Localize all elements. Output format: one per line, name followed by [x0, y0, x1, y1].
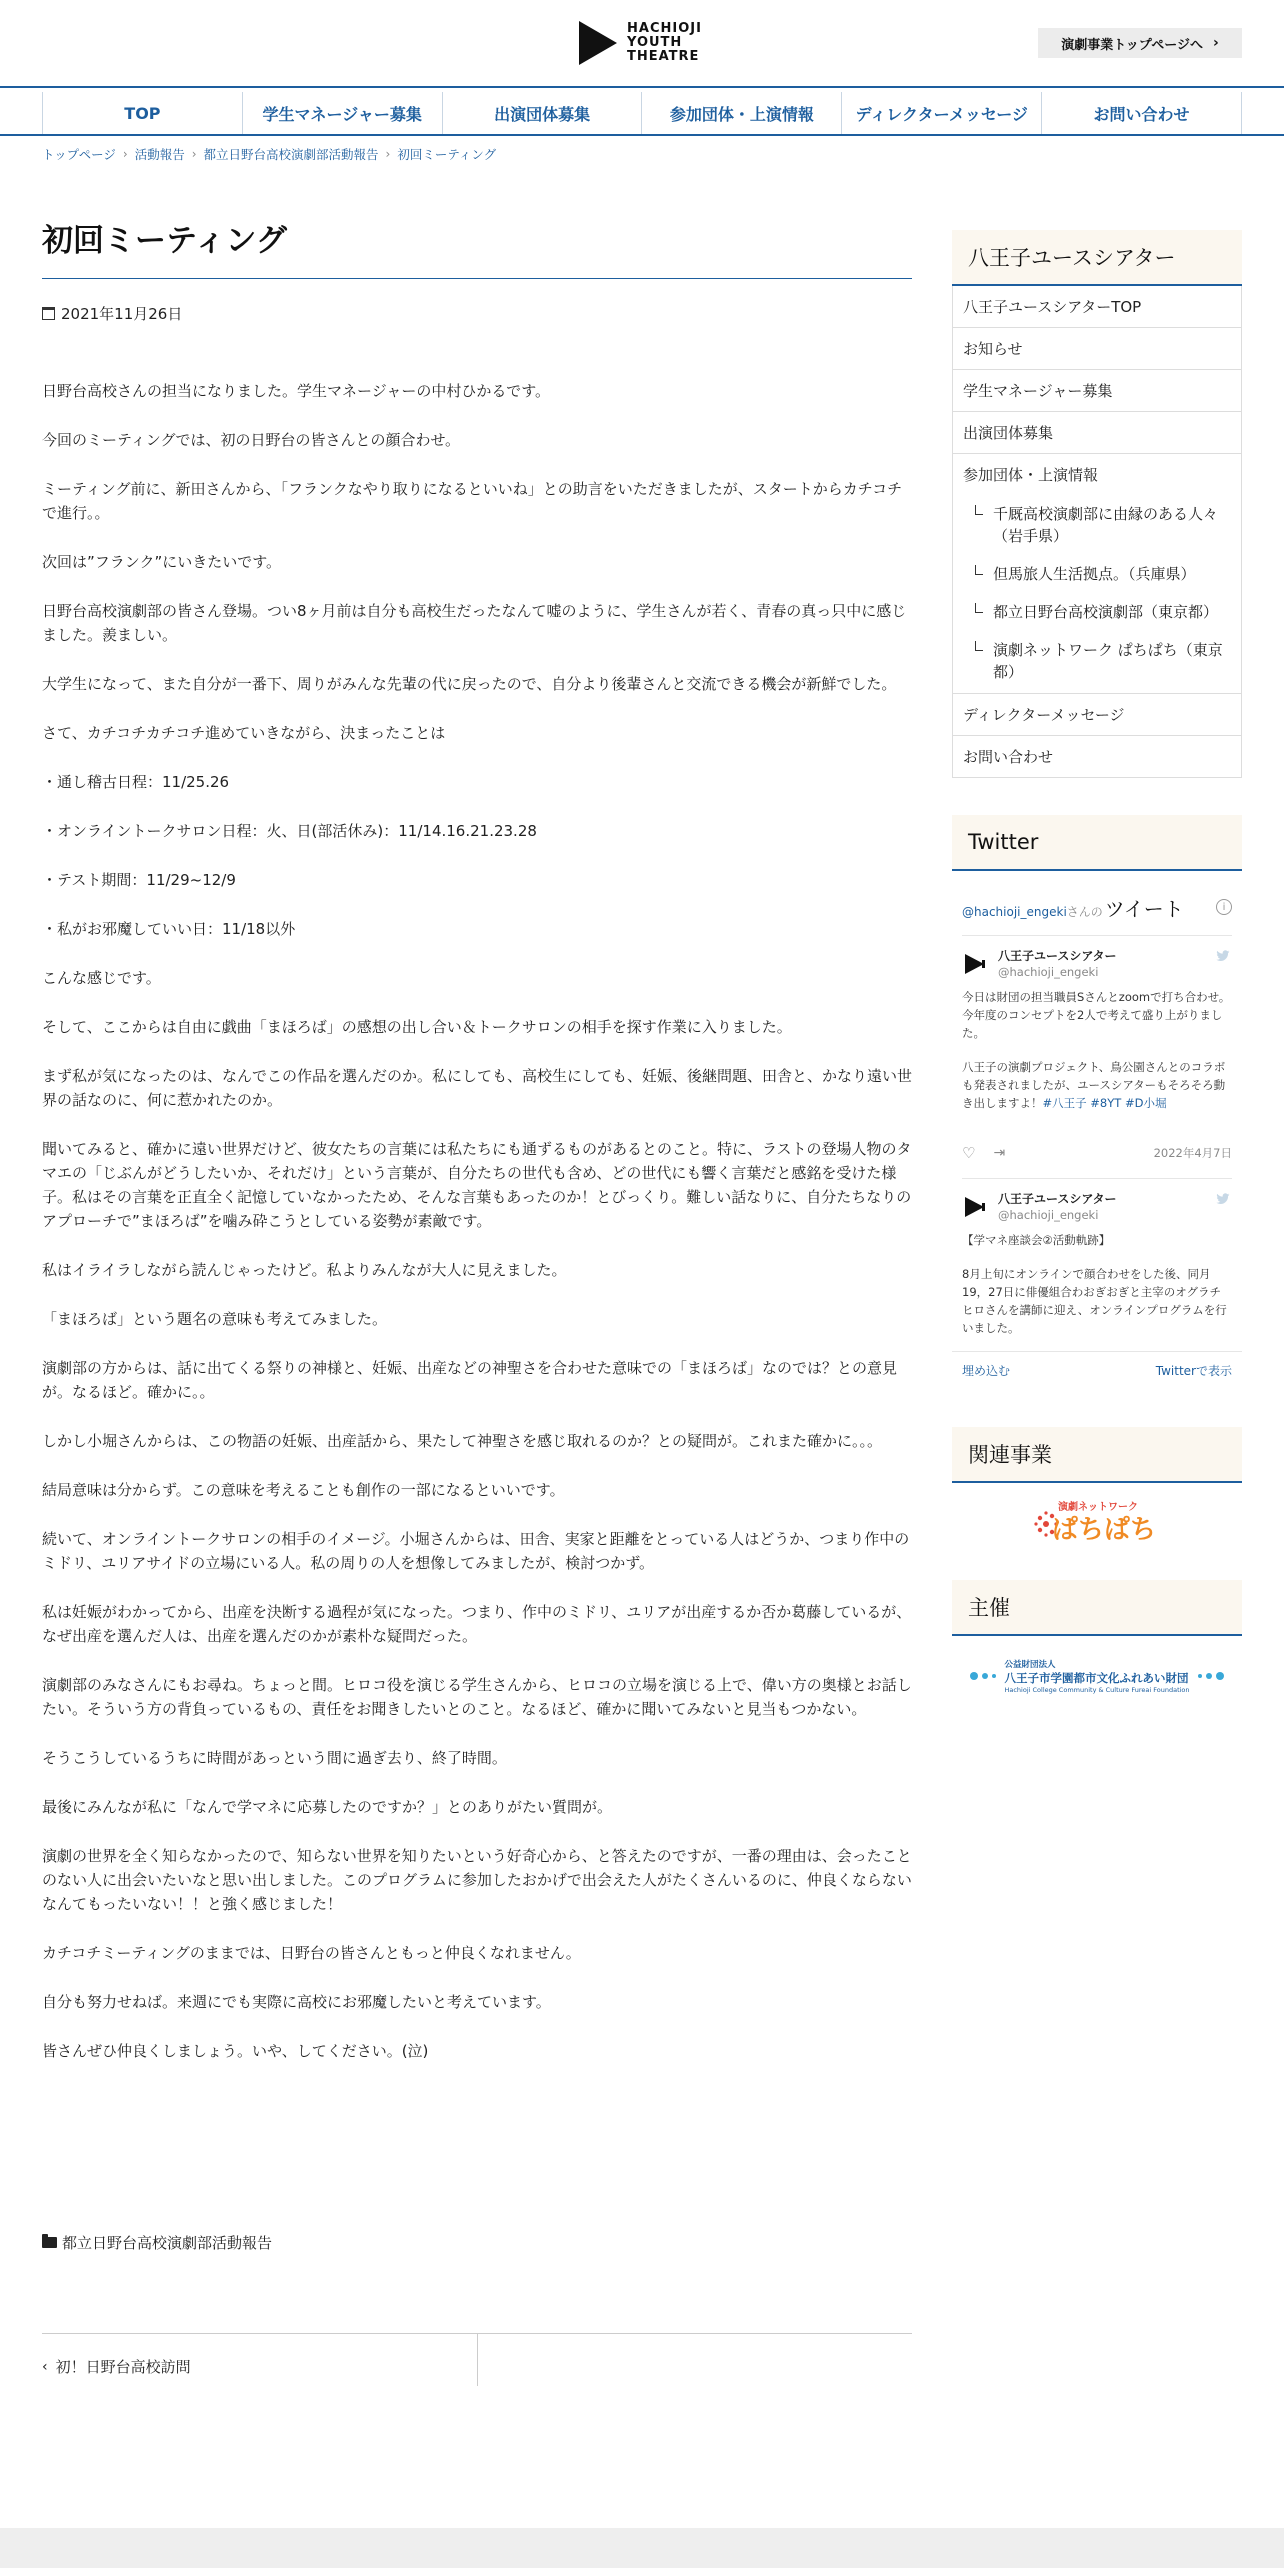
- page-title: 初回ミーティング: [42, 200, 912, 279]
- article-paragraph: 演劇部のみなさんにもお尋ね。ちょっと間。ヒロコ役を演じる学生さんから、ヒロコの立場を演じる上で、偉い方の奥様とお話したい。そういう方の背負っているもの、責任をお聞きしたいとのこと。なるほど、確かに聞いてみないと見当もつかない。: [42, 1676, 912, 1718]
- dots-decoration-icon: [968, 1672, 998, 1680]
- article-paragraph: ・私がお邪魔していい日：11/18以外: [42, 920, 296, 938]
- article-paragraph: 続いて、オンライントークサロンの相手のイメージ。小堀さんからは、田舎、実家と距離をとっている人はどうか、つまり作中のミドリ、ユリアサイドの立場にいる人。私の周りの人を想像してみましたが、検討つかず。: [42, 1530, 910, 1572]
- article-paragraph: 最後にみんなが私に「なんで学マネに応募したのですか？」とのありがたい質問が。: [42, 1798, 613, 1816]
- prev-post-link[interactable]: [42, 2356, 191, 2377]
- related-widget: [952, 1427, 1242, 1559]
- play-triangle-icon: [577, 19, 619, 67]
- twitter-timeline: [952, 871, 1242, 1351]
- chevron-right-icon: ›: [122, 147, 128, 161]
- global-nav: [0, 92, 1284, 136]
- embed-link[interactable]: 埋め込む: [962, 1364, 1011, 1378]
- chevron-left-icon: ‹: [42, 2358, 48, 2375]
- tweet-date[interactable]: 2022年4月7日: [1153, 1146, 1232, 1160]
- host-widget-title: 主催: [952, 1580, 1242, 1636]
- avatar[interactable]: [962, 951, 988, 977]
- sidebar-item-groups-info[interactable]: 参加団体・上演情報: [963, 466, 1099, 484]
- sub-item-marker-icon: [973, 503, 987, 547]
- article-paragraph: こんな感じです。: [42, 969, 161, 987]
- site-logo[interactable]: [577, 16, 702, 70]
- twitter-widget-title: Twitter: [952, 815, 1242, 871]
- article-paragraph: 日野台高校演劇部の皆さん登場。つい8ヶ月前は自分も高校生だったなんて嘘のように、学生さんが若く、青春の真っ只中に感じました。羨ましい。: [42, 602, 907, 644]
- sidebar-item-news[interactable]: お知らせ: [953, 328, 1241, 370]
- breadcrumb: [42, 145, 496, 163]
- pachipachi-logo[interactable]: [952, 1483, 1242, 1559]
- sidebar-item-yt-top[interactable]: 八王子ユースシアターTOP: [953, 286, 1241, 328]
- tweet-author-handle[interactable]: @hachioji_engeki: [998, 965, 1099, 979]
- post-pager: [42, 2333, 912, 2391]
- sidebar-item-student-manager[interactable]: 学生マネージャー募集: [953, 370, 1241, 412]
- article-paragraph: 聞いてみると、確かに遠い世界だけど、彼女たちの言葉には私たちにも通ずるものがあるとのこと。特に、ラストの登場人物のタマエの「じぶんがどうしたいか、それだけ」という言葉が、自分たちの世代も含め、どの世代にも響く言葉だと感銘を受けた様子。私はその言葉を正直全く記憶していなかったため、そんな言葉もあったのか！とびっくり。難しい話なりに、自分たちなりのアプローチで”まほろば”を噛み砕こうとしている姿勢が素敵です。: [42, 1140, 912, 1230]
- breadcrumb-category[interactable]: 都立日野台高校演劇部活動報告: [203, 147, 379, 162]
- sub-item-marker-icon: [973, 639, 987, 683]
- heart-icon[interactable]: ♡: [962, 1144, 976, 1162]
- chevron-right-icon: ›: [385, 147, 391, 161]
- host-logo-en: Hachioji College Community & Culture Fureai Foundation: [1004, 1686, 1190, 1694]
- pager-divider: [477, 2334, 478, 2386]
- tweet-actions: [962, 1138, 1232, 1168]
- article-paragraph: 大学生になって、また自分が一番下、周りがみんな先輩の代に戻ったので、自分より後輩さんと交流できる機会が新鮮でした。: [42, 675, 897, 693]
- prev-post-label: 初！日野台高校訪問: [55, 2358, 191, 2376]
- tweet[interactable]: [962, 1178, 1232, 1351]
- article-body: [42, 379, 912, 2063]
- logo-text: HACHIOJI YOUTH THEATRE: [627, 21, 702, 64]
- tweet-hashtags[interactable]: #八王子 #8YT #D小堀: [1042, 1096, 1167, 1110]
- host-foundation-logo[interactable]: [952, 1636, 1242, 1716]
- sidebar-menu-list: [952, 286, 1242, 778]
- sidebar-subitem-senmaya[interactable]: 千厩高校演劇部に由縁のある人々（岩手県）: [953, 495, 1241, 555]
- tweet[interactable]: [962, 935, 1232, 1178]
- article-paragraph: 日野台高校さんの担当になりました。学生マネージャーの中村ひかるです。: [42, 382, 551, 400]
- tweet-author-name[interactable]: 八王子ユースシアター: [998, 949, 1117, 963]
- post-date: [42, 303, 912, 324]
- twitter-widget-footer: [952, 1351, 1242, 1389]
- pachipachi-logo-mark: [1032, 1494, 1162, 1548]
- post-date-text: 2021年11月26日: [61, 305, 183, 323]
- chevron-right-icon: ›: [191, 147, 197, 161]
- article-paragraph: 自分も努力せねば。来週にでも実際に高校にお邪魔したいと考えています。: [42, 1993, 551, 2011]
- category-label: 都立日野台高校演劇部活動報告: [62, 2234, 273, 2252]
- related-widget-title: 関連事業: [952, 1427, 1242, 1483]
- nav-item-director-message[interactable]: ディレクターメッセージ: [841, 92, 1041, 134]
- article-paragraph: 私はイライラしながら読んじゃったけど。私よりみんなが大人に見えました。: [42, 1261, 567, 1279]
- host-logo-small: 公益財団法人: [1004, 1660, 1056, 1670]
- tweet-text: 【学マネ座談会②活動軌跡】 8月上旬にオンラインで顔合わせをした後、同月19，27日に俳優組合わおぎおぎと主宰のオグラチヒロさんを講師に迎え、オンラインプログラムを行いました。: [962, 1233, 1227, 1335]
- footer: [0, 2528, 1284, 2568]
- sidebar-subitem-hinodai[interactable]: 都立日野台高校演劇部（東京都）: [953, 593, 1241, 631]
- article-paragraph: ・テスト期間：11/29~12/9: [42, 871, 236, 889]
- host-logo-main: 八王子市学園都市文化ふれあい財団: [1004, 1671, 1189, 1685]
- article-paragraph: 「まほろば」という題名の意味も考えてみました。: [42, 1310, 388, 1328]
- dots-decoration-icon: [1196, 1672, 1226, 1680]
- tweet-text: 今日は財団の担当職員Sさんとzoomで打ち合わせ。今年度のコンセプトを2人で考えて盛り上がりました。 八王子の演劇プロジェクト、鳥公園さんとのコラボも発表されましたが、ユースシアターもそろそろ動き出しますよ！#八王子 #8YT #D小堀: [962, 990, 1231, 1110]
- sidebar-item-contact[interactable]: お問い合わせ: [963, 748, 1054, 766]
- folder-icon: [42, 2237, 57, 2248]
- nav-item-top[interactable]: TOP: [42, 92, 242, 134]
- category-link[interactable]: [42, 2232, 272, 2253]
- article-paragraph: カチコチミーティングのままでは、日野台の皆さんともっと仲良くなれません。: [42, 1944, 581, 1962]
- twitter-bird-icon[interactable]: [1216, 950, 1230, 962]
- theatre-top-button-label: 演劇事業トップページへ: [1061, 37, 1204, 53]
- article-paragraph: ・オンライントークサロン日程：火、日(部活休み)：11/14.16.21.23.28: [42, 822, 537, 840]
- article: [42, 200, 912, 2088]
- info-icon[interactable]: i: [1216, 899, 1232, 915]
- chevron-right-icon: ›: [1213, 35, 1219, 51]
- sub-item-marker-icon: [973, 601, 987, 623]
- tweet-author-name[interactable]: 八王子ユースシアター: [998, 1192, 1117, 1206]
- sub-item-marker-icon: [973, 563, 987, 585]
- pachipachi-logo-top: 演劇ネットワーク: [1058, 1502, 1138, 1513]
- twitter-bird-icon[interactable]: [1216, 1193, 1230, 1205]
- article-paragraph: 演劇部の方からは、話に出てくる祭りの神様と、妊娠、出産などの神聖さを合わせた意味での「まほろば」なのでは？との意見が。なるほど。確かに。。: [42, 1359, 898, 1401]
- pachipachi-logo-main: ぱちぱち: [1051, 1515, 1157, 1545]
- avatar[interactable]: [962, 1194, 988, 1220]
- article-paragraph: そして、ここからは自由に戯曲「まほろば」の感想の出し合い＆トークサロンの相手を探す作業に入りました。: [42, 1018, 792, 1036]
- breadcrumb-home[interactable]: トップページ: [42, 147, 116, 162]
- article-paragraph: そうこうしているうちに時間があっという間に過ぎ去り、終了時間。: [42, 1749, 507, 1767]
- twitter-timeline-header: [962, 891, 1232, 923]
- sidebar-menu-title: 八王子ユースシアター: [952, 230, 1242, 286]
- sidebar-group-groups: [953, 454, 1241, 694]
- breadcrumb-current: 初回ミーティング: [397, 147, 497, 162]
- twitter-widget: [952, 815, 1242, 1389]
- article-paragraph: まず私が気になったのは、なんでこの作品を選んだのか。私にしても、高校生にしても、妊娠、後継問題、田舎と、かなり遠い世界の話なのに、何に惹かれたのか。: [42, 1067, 913, 1109]
- host-widget: [952, 1580, 1242, 1716]
- article-paragraph: 皆さんぜひ仲良くしましょう。いや、してください。(泣): [42, 2042, 429, 2060]
- article-paragraph: 演劇の世界を全く知らなかったので、知らない世界を知りたいという好奇心から、と答えたのですが、一番の理由は、会ったことのない人に出会いたいなと思い出しました。このプログラムに参加したおかげで出会えた人がたくさんいるのに、仲良くならないなんてもったいない！！と強く感じました！: [42, 1847, 912, 1913]
- nav-item-groups-info[interactable]: 参加団体・上演情報: [641, 92, 841, 134]
- sidebar-menu: [952, 230, 1242, 778]
- twitter-account-link[interactable]: @hachioji_engekiさんの: [962, 904, 1103, 919]
- view-on-twitter-link[interactable]: Twitterで表示: [1155, 1364, 1232, 1378]
- theatre-top-button[interactable]: [1038, 28, 1242, 58]
- article-paragraph: 今回のミーティングでは、初の日野台の皆さんとの顔合わせ。: [42, 431, 461, 449]
- sidebar-item-director-message[interactable]: ディレクターメッセージ: [953, 694, 1241, 736]
- article-paragraph: 私は妊娠がわかってから、出産を決断する過程が気になった。つまり、作中のミドリ、ユリアが出産するか否か葛藤しているが、なぜ出産を選んだ人は、出産を選んだのかが素朴な疑問だった。: [42, 1603, 912, 1645]
- article-paragraph: しかし小堀さんからは、この物語の妊娠、出産話から、果たして神聖さを感じ取れるのか？との疑問が。これまた確かに。。。: [42, 1432, 883, 1450]
- article-paragraph: 次回は”フランク”にいきたいです。: [42, 553, 282, 571]
- tweet-author-handle[interactable]: @hachioji_engeki: [998, 1208, 1099, 1222]
- article-paragraph: ミーティング前に、新田さんから、「フランクなやり取りになるといいね」との助言をいただきましたが、スタートからカチコチで進行。。: [42, 480, 903, 522]
- nav-item-contact[interactable]: お問い合わせ: [1041, 92, 1242, 134]
- site-header: [0, 0, 1284, 88]
- nav-item-student-manager[interactable]: 学生マネージャー募集: [242, 92, 442, 134]
- article-paragraph: ・通し稽古日程：11/25.26: [42, 773, 230, 791]
- article-paragraph: さて、カチコチカチコチ進めていきながら、決まったことは: [42, 724, 446, 742]
- nav-item-performer-recruit[interactable]: 出演団体募集: [442, 92, 642, 134]
- calendar-icon: [42, 307, 55, 320]
- share-icon[interactable]: ⇥: [993, 1145, 1006, 1161]
- article-paragraph: 結局意味は分からず。この意味を考えることも創作の一部になるといいです。: [42, 1481, 565, 1499]
- twitter-tweets-label: ツイート: [1104, 896, 1184, 921]
- sidebar-item-performer-recruit[interactable]: 出演団体募集: [953, 412, 1241, 454]
- sidebar-subitem-pachipachi[interactable]: 演劇ネットワーク ぱちぱち（東京都）: [953, 631, 1241, 693]
- sidebar-subitem-tajima[interactable]: 但馬旅人生活拠点。（兵庫県）: [953, 555, 1241, 593]
- breadcrumb-activity[interactable]: 活動報告: [134, 147, 185, 162]
